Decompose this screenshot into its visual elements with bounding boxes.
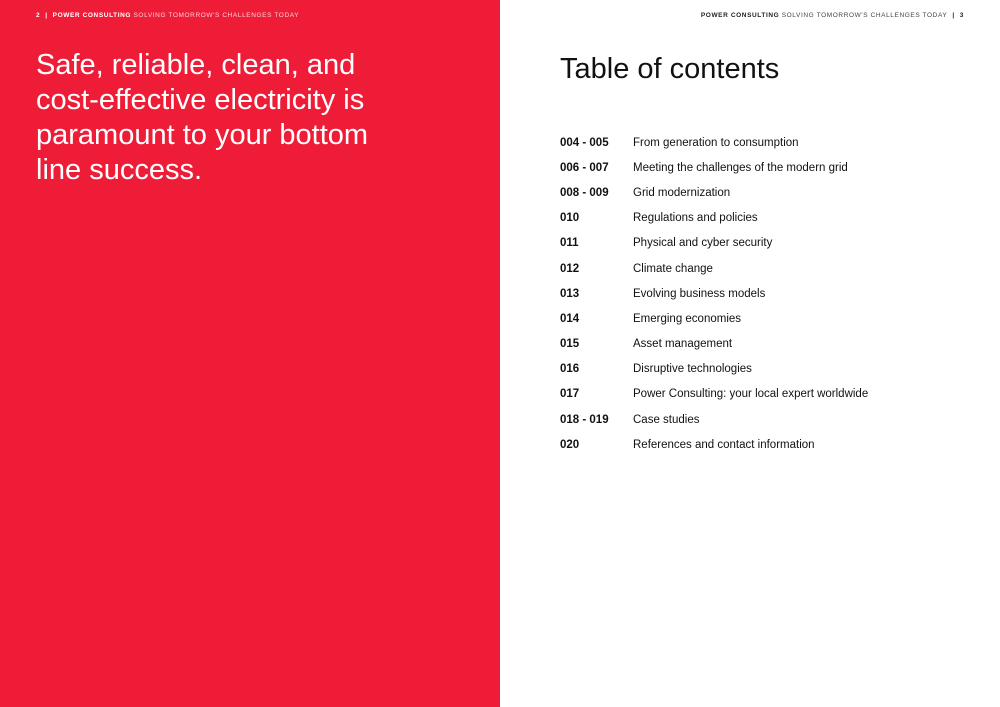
toc-entry[interactable] [560, 180, 960, 205]
toc-entry-pages: 012 [560, 262, 580, 275]
toc-entry[interactable] [560, 130, 960, 155]
toc-entry-title: Asset management [633, 338, 733, 351]
toc-list [560, 130, 960, 457]
toc-entry-title: Grid modernization [633, 186, 731, 199]
toc-entry-title: Power Consulting: your local expert worldwide [633, 388, 869, 401]
toc-entry-pages: 013 [560, 287, 580, 300]
toc-entry-pages: 015 [560, 338, 580, 351]
toc-entry-title: Regulations and policies [633, 212, 758, 225]
toc-entry-pages: 006 - 007 [560, 161, 609, 174]
toc-entry-title: Meeting the challenges of the modern grid [633, 161, 848, 174]
toc-entry[interactable] [560, 231, 960, 256]
toc-entry-pages: 004 - 005 [560, 136, 609, 149]
toc-entry-pages: 020 [560, 438, 580, 451]
toc-entry[interactable] [560, 281, 960, 306]
toc-entry-pages: 010 [560, 212, 580, 225]
toc-entry-pages: 008 - 009 [560, 186, 609, 199]
toc-entry[interactable] [560, 206, 960, 231]
right-header-separator: | [952, 12, 955, 19]
toc-entry[interactable] [560, 407, 960, 432]
toc-entry[interactable] [560, 256, 960, 281]
toc-entry-pages: 011 [560, 237, 579, 250]
toc-entry[interactable] [560, 155, 960, 180]
toc-entry-title: References and contact information [633, 438, 815, 451]
toc-entry-title: Physical and cyber security [633, 237, 773, 250]
left-header-brand: POWER CONSULTING [52, 12, 132, 19]
left-page-number: 2 [36, 12, 41, 19]
toc-entry-pages: 014 [560, 312, 580, 325]
right-page-number: 3 [959, 12, 964, 19]
toc-entry-title: Emerging economies [633, 312, 742, 325]
right-running-header [701, 12, 964, 19]
toc-entry[interactable] [560, 306, 960, 331]
right-page [500, 0, 1000, 707]
right-header-brand: POWER CONSULTING [700, 12, 780, 19]
left-header-tagline: SOLVING TOMORROW'S CHALLENGES TODAY [133, 12, 300, 19]
toc-entry-title: Case studies [633, 413, 700, 426]
left-header-separator: | [45, 12, 48, 19]
toc-entry-title: Climate change [633, 262, 713, 275]
toc-entry-pages: 018 - 019 [560, 413, 609, 426]
toc-entry[interactable] [560, 382, 960, 407]
headline: Safe, reliable, clean, and cost-effective electricity is paramount to your bottom line success. [36, 49, 369, 186]
toc-entry-pages: 016 [560, 363, 580, 376]
left-running-header [36, 12, 299, 19]
right-header-tagline: SOLVING TOMORROW'S CHALLENGES TODAY [781, 12, 948, 19]
toc-entry[interactable] [560, 432, 960, 457]
toc-entry-pages: 017 [560, 388, 580, 401]
toc-entry-title: From generation to consumption [633, 136, 799, 149]
toc-entry[interactable] [560, 357, 960, 382]
toc-entry-title: Disruptive technologies [633, 363, 752, 376]
toc-entry-title: Evolving business models [633, 287, 766, 300]
toc-entry[interactable] [560, 332, 960, 357]
toc-title: Table of contents [560, 53, 780, 85]
